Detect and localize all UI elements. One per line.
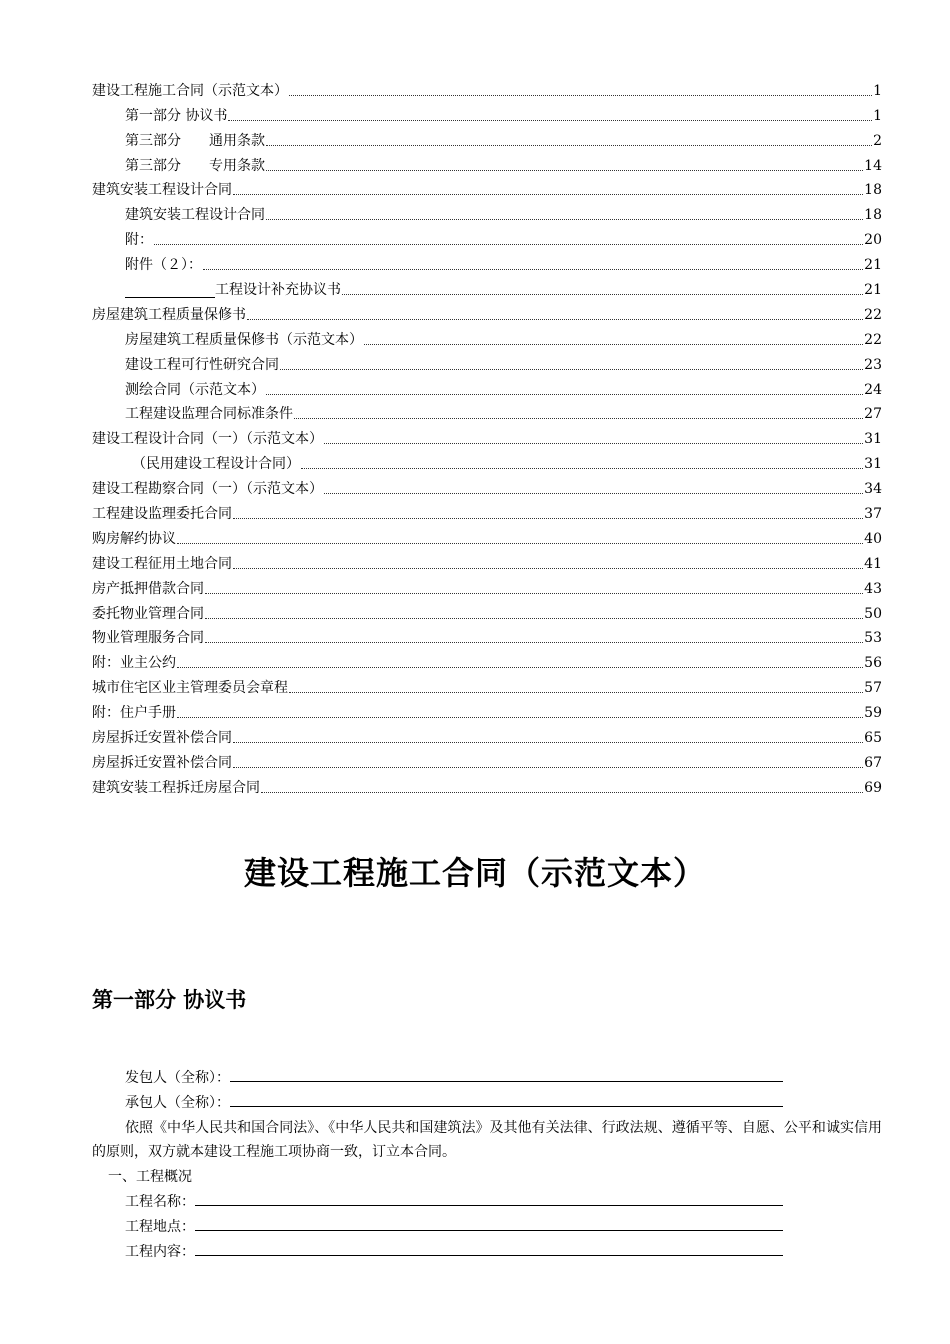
toc-entry-title: 附：住户手册 xyxy=(92,705,176,722)
toc-leader xyxy=(364,343,863,345)
toc-entry[interactable] xyxy=(92,323,882,348)
toc-entry[interactable] xyxy=(92,298,882,323)
toc-entry[interactable] xyxy=(92,472,882,497)
toc-entry[interactable] xyxy=(92,622,882,647)
section-heading: 一、工程概况 xyxy=(108,1169,192,1186)
toc-entry[interactable] xyxy=(92,223,882,248)
toc-entry[interactable] xyxy=(92,124,882,149)
toc-leader xyxy=(294,417,863,419)
toc-page-number: 69 xyxy=(864,779,882,796)
toc-entry-title: 建筑安装工程设计合同 xyxy=(92,182,232,199)
toc-leader xyxy=(177,666,863,668)
toc-leader xyxy=(177,542,863,544)
toc-leader xyxy=(342,293,863,295)
toc-page-number: 24 xyxy=(864,381,882,398)
toc-leader xyxy=(324,442,863,444)
toc-page-number: 22 xyxy=(864,306,882,323)
toc-page-number: 27 xyxy=(864,406,882,423)
toc-entry[interactable] xyxy=(92,348,882,373)
toc-entry-title: 附： xyxy=(125,232,153,249)
toc-entry-title: 房屋建筑工程质量保修书 xyxy=(92,306,246,323)
toc-entry[interactable] xyxy=(92,99,882,124)
toc-entry[interactable] xyxy=(92,198,882,223)
toc-entry-title: 建筑安装工程设计合同 xyxy=(125,207,265,224)
toc-entry-title: 建设工程勘察合同（一）（示范文本） xyxy=(92,481,323,498)
project-location-blank[interactable] xyxy=(195,1216,783,1231)
toc-page-number: 40 xyxy=(864,530,882,547)
toc-page-number: 22 xyxy=(864,331,882,348)
toc-page-number: 34 xyxy=(864,481,882,498)
agreement-body xyxy=(92,1066,882,1264)
toc-entry-title: 第三部分 通用条款 xyxy=(125,132,265,149)
contractor-field-row xyxy=(92,1091,882,1116)
toc-entry[interactable] xyxy=(92,572,882,597)
toc-page-number: 41 xyxy=(864,555,882,572)
toc-entry-title: 购房解约协议 xyxy=(92,530,176,547)
employer-blank[interactable] xyxy=(230,1067,783,1082)
toc-leader xyxy=(266,144,872,146)
toc-entry[interactable] xyxy=(92,174,882,199)
project-name-label: 工程名称： xyxy=(125,1193,195,1210)
toc-page-number: 67 xyxy=(864,754,882,771)
toc-leader xyxy=(266,393,863,395)
contractor-label: 承包人（全称）： xyxy=(125,1094,230,1111)
toc-entry[interactable] xyxy=(92,273,882,298)
toc-page-number: 1 xyxy=(873,82,882,99)
toc-leader xyxy=(301,467,863,469)
toc-page-number: 37 xyxy=(864,506,882,523)
toc-leader xyxy=(177,716,863,718)
employer-label: 发包人（全称）： xyxy=(125,1070,230,1086)
toc-entry-title: 建设工程设计合同（一）（示范文本） xyxy=(92,431,323,448)
project-location-label: 工程地点： xyxy=(125,1218,195,1235)
toc-entry-title: 物业管理服务合同 xyxy=(92,630,204,647)
toc-entry-title: 工程建设监理委托合同 xyxy=(92,506,232,523)
toc-entry-title: 房产抵押借款合同 xyxy=(92,580,204,597)
toc-page-number: 31 xyxy=(864,456,882,473)
toc-leader xyxy=(324,492,863,494)
toc-entry[interactable] xyxy=(92,547,882,572)
project-name-blank[interactable] xyxy=(195,1191,783,1206)
toc-leader xyxy=(154,243,863,245)
toc-leader xyxy=(233,193,863,195)
toc-leader xyxy=(228,119,872,121)
toc-entry-title: 第三部分 专用条款 xyxy=(125,157,265,174)
toc-entry-title: 城市住宅区业主管理委员会章程 xyxy=(92,680,288,697)
toc-leader xyxy=(233,567,863,569)
toc-entry[interactable] xyxy=(92,646,882,671)
toc-leader xyxy=(247,318,863,320)
toc-leader xyxy=(205,592,863,594)
toc-page-number: 53 xyxy=(864,630,882,647)
toc-page-number: 2 xyxy=(873,132,882,149)
toc-page-number: 18 xyxy=(864,207,882,224)
blank-underline xyxy=(125,285,215,298)
toc-entry[interactable] xyxy=(92,422,882,447)
part-heading: 第一部分 协议书 xyxy=(92,988,247,1012)
toc-entry[interactable] xyxy=(92,671,882,696)
project-content-row xyxy=(92,1240,882,1265)
toc-leader xyxy=(266,218,863,220)
toc-entry[interactable] xyxy=(92,74,882,99)
contractor-blank[interactable] xyxy=(230,1092,783,1107)
project-content-label: 工程内容： xyxy=(125,1243,195,1260)
document-title: 建设工程施工合同（示范文本） xyxy=(243,854,706,892)
toc-page-number: 23 xyxy=(864,356,882,373)
toc-leader xyxy=(205,641,863,643)
preamble-paragraph: 依照《中华人民共和国合同法》、《中华人民共和国建筑法》及其他有关法律、行政法规、遵循平等、自愿、公平和诚实信用的原则，双方就本建设工程施工项协商一致，订立本合同。 xyxy=(92,1119,882,1161)
toc-entry-title: 工程建设监理合同标准条件 xyxy=(125,406,293,423)
toc-entry-title: 第一部分 协议书 xyxy=(125,107,228,124)
toc-entry-title: 测绘合同（示范文本） xyxy=(125,381,265,398)
toc-page-number: 18 xyxy=(864,182,882,199)
toc-entry-title: 建设工程施工合同（示范文本） xyxy=(92,82,288,99)
toc-entry-title: 工程设计补充协议书 xyxy=(215,282,341,299)
project-location-row xyxy=(92,1215,882,1240)
toc-page-number: 65 xyxy=(864,730,882,747)
toc-entry[interactable] xyxy=(92,746,882,771)
toc-entry[interactable] xyxy=(92,497,882,522)
toc-entry[interactable] xyxy=(92,447,882,472)
toc-leader xyxy=(261,791,863,793)
toc-entry[interactable] xyxy=(92,373,882,398)
toc-entry[interactable] xyxy=(92,398,882,423)
toc-page-number: 14 xyxy=(864,157,882,174)
toc-leader xyxy=(233,517,863,519)
toc-entry[interactable] xyxy=(92,149,882,174)
toc-entry-title: 房屋拆迁安置补偿合同 xyxy=(92,754,232,771)
toc-entry[interactable] xyxy=(92,696,882,721)
employer-field-row xyxy=(92,1066,882,1091)
toc-page-number: 57 xyxy=(864,680,882,697)
toc-entry[interactable] xyxy=(92,522,882,547)
toc-leader xyxy=(280,368,863,370)
toc-entry-title: 建筑安装工程拆迁房屋合同 xyxy=(92,779,260,796)
toc-entry-title: 委托物业管理合同 xyxy=(92,605,204,622)
toc-page-number: 21 xyxy=(864,257,882,274)
toc-entry-title: 建设工程可行性研究合同 xyxy=(125,356,279,373)
toc-page-number: 59 xyxy=(864,705,882,722)
toc-entry-title: 房屋建筑工程质量保修书（示范文本） xyxy=(125,331,363,348)
toc-entry-title: （民用建设工程设计合同） xyxy=(132,456,300,473)
toc-page-number: 43 xyxy=(864,580,882,597)
project-content-blank[interactable] xyxy=(195,1241,783,1256)
table-of-contents xyxy=(92,74,882,796)
toc-entry-title: 附：业主公约 xyxy=(92,655,176,672)
toc-page-number: 1 xyxy=(873,107,882,124)
toc-entry[interactable] xyxy=(92,248,882,273)
toc-page-number: 20 xyxy=(864,232,882,249)
toc-entry[interactable] xyxy=(92,721,882,746)
toc-leader xyxy=(289,691,863,693)
toc-entry-title: 建设工程征用土地合同 xyxy=(92,555,232,572)
toc-entry-title: 房屋拆迁安置补偿合同 xyxy=(92,730,232,747)
project-name-row xyxy=(92,1190,882,1215)
toc-page-number: 21 xyxy=(864,282,882,299)
toc-page-number: 50 xyxy=(864,605,882,622)
toc-leader xyxy=(233,766,863,768)
toc-page-number: 56 xyxy=(864,655,882,672)
toc-page-number: 31 xyxy=(864,431,882,448)
toc-leader xyxy=(266,169,863,171)
toc-leader xyxy=(203,268,863,270)
toc-leader xyxy=(289,94,872,96)
toc-leader xyxy=(205,617,863,619)
toc-leader xyxy=(233,741,863,743)
toc-entry-title: 附件（２）： xyxy=(125,257,202,274)
toc-entry[interactable] xyxy=(92,771,882,796)
toc-entry[interactable] xyxy=(92,597,882,622)
